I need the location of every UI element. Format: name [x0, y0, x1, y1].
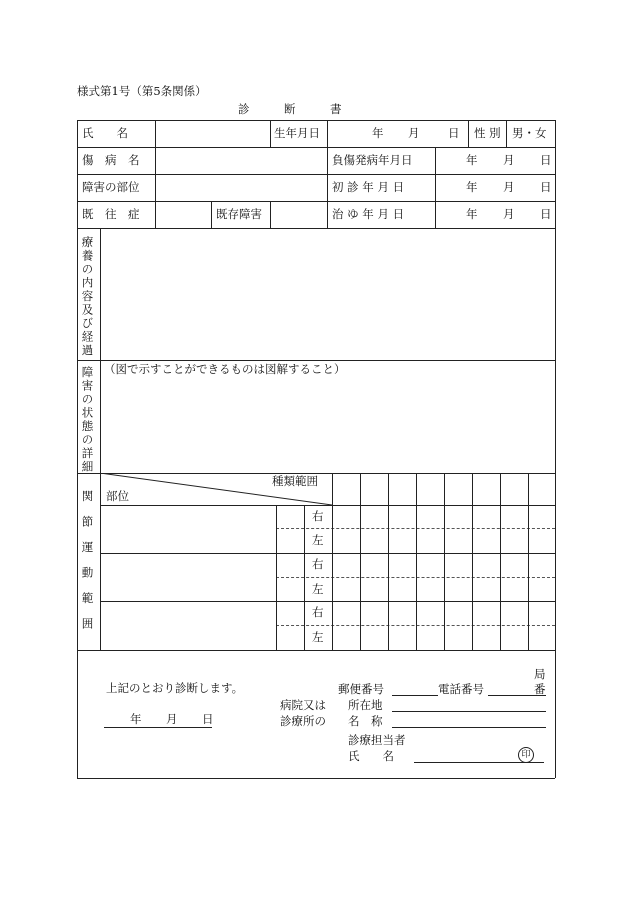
injury-day: 日: [540, 153, 552, 167]
disability-note: （図で示すことができるものは図解すること）: [104, 362, 346, 376]
cure-year: 年: [466, 207, 478, 221]
left-label-3: 左: [312, 630, 324, 644]
date-day: 日: [202, 712, 214, 726]
injury-month: 月: [503, 153, 515, 167]
hospital-label-1: 病院又は: [280, 698, 326, 712]
sex-options: 男・女: [512, 126, 547, 140]
first-visit-year: 年: [466, 180, 478, 194]
first-visit-label: 初 診 年 月 日: [332, 180, 405, 194]
right-label-2: 右: [312, 557, 324, 571]
phone-label: 電話番号: [438, 682, 484, 696]
existing-disability-label: 既存障害: [216, 207, 262, 221]
first-visit-month: 月: [503, 180, 515, 194]
medical-history-label: 既 往 症: [82, 207, 140, 221]
cure-month: 月: [503, 207, 515, 221]
document-title: 診 断 書: [238, 102, 342, 116]
sex-label: 性 別: [474, 126, 501, 140]
joint-range-label: 関節運動範囲: [80, 490, 95, 643]
joint-site-label: 部位: [106, 489, 129, 503]
doctor-name-label: 氏 名: [348, 749, 394, 763]
birth-day-label: 日: [448, 126, 460, 140]
injury-year: 年: [466, 153, 478, 167]
birth-month-label: 月: [408, 126, 420, 140]
address-label: 所在地: [348, 698, 383, 712]
birth-year-label: 年: [372, 126, 384, 140]
right-label-1: 右: [312, 509, 324, 523]
right-label-3: 右: [312, 605, 324, 619]
statement-text: 上記のとおり診断します。: [106, 681, 244, 695]
hospital-label-2: 診療所の: [280, 714, 326, 728]
birthdate-label: 生年月日: [274, 126, 320, 140]
seal-mark: 印: [518, 747, 534, 763]
joint-type-range-label: 種類範囲: [272, 474, 318, 488]
cure-date-label: 治 ゆ 年 月 日: [332, 207, 405, 221]
kyoku-label: 局: [534, 667, 546, 681]
injury-name-label: 傷 病 名: [82, 153, 140, 167]
disability-detail-label: 障害の状態の詳細: [80, 366, 95, 474]
left-label-1: 左: [312, 533, 324, 547]
form-number: 様式第1号（第5条関係）: [77, 84, 207, 98]
disability-site-label: 障害の部位: [82, 180, 140, 194]
doctor-label: 診療担当者: [348, 733, 406, 747]
left-label-2: 左: [312, 582, 324, 596]
cure-day: 日: [540, 207, 552, 221]
date-month: 月: [166, 712, 178, 726]
ban-label: 番: [534, 682, 546, 696]
postal-code-label: 郵便番号: [338, 682, 384, 696]
date-year: 年: [130, 712, 142, 726]
first-visit-day: 日: [540, 180, 552, 194]
injury-date-label: 負傷発病年月日: [332, 153, 413, 167]
facility-name-label: 名 称: [348, 714, 383, 728]
name-label: 氏 名: [82, 126, 128, 140]
treatment-label: 療養の内容及び経過: [80, 236, 95, 358]
